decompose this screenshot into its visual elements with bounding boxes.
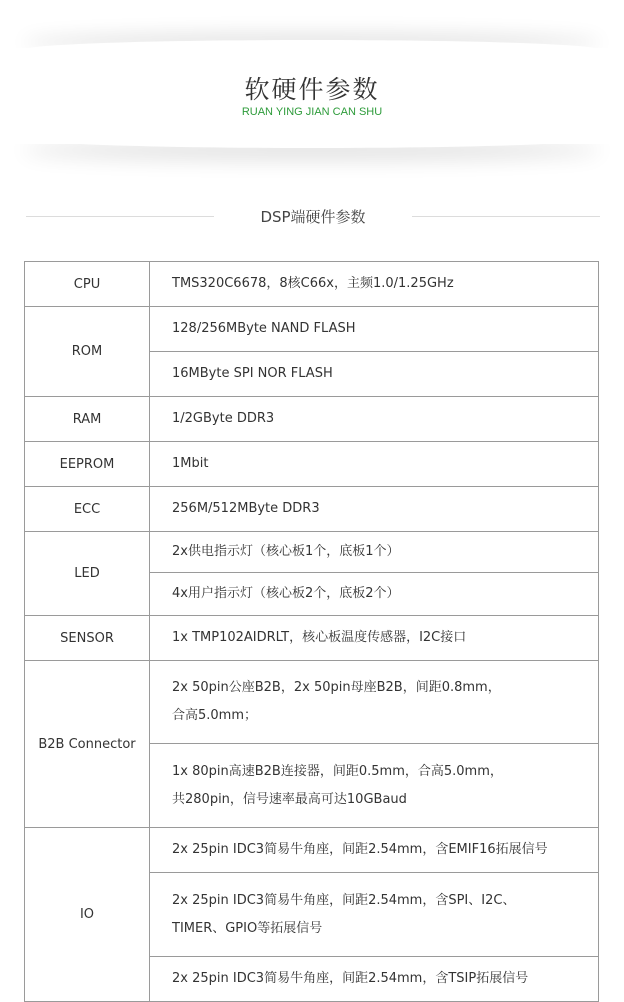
row-value: 256M/512MByte DDR3 (150, 487, 599, 532)
row-label-led: LED (25, 532, 150, 616)
value-line: 共280pin，信号速率最高可达10GBaud (172, 791, 407, 807)
table-row (25, 532, 599, 573)
row-value: 2x 25pin IDC3简易牛角座，间距2.54mm，含TSIP拓展信号 (150, 957, 599, 1002)
row-label-rom: ROM (25, 307, 150, 397)
row-label-sensor: SENSOR (25, 616, 150, 661)
table-row (25, 442, 599, 487)
value-line: 1x 80pin高速B2B连接器，间距0.5mm，合高5.0mm， (172, 763, 503, 779)
row-label-cpu: CPU (25, 262, 150, 307)
row-label-ram: RAM (25, 397, 150, 442)
table-row (25, 487, 599, 532)
row-value: TMS320C6678，8核C66x，主频1.0/1.25GHz (150, 262, 599, 307)
divider-left (26, 216, 214, 217)
row-value: 1Mbit (150, 442, 599, 487)
table-row (25, 828, 599, 873)
table-row (25, 661, 599, 744)
row-value: 1x TMP102AIDRLT，核心板温度传感器，I2C接口 (150, 616, 599, 661)
table-row (25, 307, 599, 352)
section-title: DSP端硬件参数 (260, 208, 366, 226)
table-row (25, 616, 599, 661)
table-row (25, 397, 599, 442)
page-title: 软硬件参数 (244, 75, 380, 104)
row-value: 2x供电指示灯（核心板1个，底板1个） (150, 532, 599, 573)
section-heading (0, 206, 624, 228)
row-label-ecc: ECC (25, 487, 150, 532)
value-line: TIMER、GPIO等拓展信号 (172, 920, 323, 936)
row-value (150, 744, 599, 828)
row-value (150, 873, 599, 957)
value-line: 合高5.0mm； (172, 708, 258, 723)
row-value: 16MByte SPI NOR FLASH (150, 352, 599, 397)
value-line: 2x 50pin公座B2B，2x 50pin母座B2B，间距0.8mm， (172, 680, 501, 695)
row-label-io: IO (25, 828, 150, 1002)
page-subtitle: RUAN YING JIAN CAN SHU (241, 106, 383, 118)
divider-right (412, 216, 600, 217)
row-value: 4x用户指示灯（核心板2个，底板2个） (150, 573, 599, 616)
row-value: 128/256MByte NAND FLASH (150, 307, 599, 352)
header-banner (0, 0, 624, 185)
row-value: 2x 25pin IDC3简易牛角座，间距2.54mm，含EMIF16拓展信号 (150, 828, 599, 873)
row-label-eeprom: EEPROM (25, 442, 150, 487)
table-row (25, 262, 599, 307)
value-line: 2x 25pin IDC3简易牛角座，间距2.54mm，含SPI、I2C、 (172, 892, 516, 908)
row-label-b2b-connector: B2B Connector (25, 661, 150, 828)
row-value: 1/2GByte DDR3 (150, 397, 599, 442)
spec-table (24, 261, 599, 1002)
row-value (150, 661, 599, 744)
